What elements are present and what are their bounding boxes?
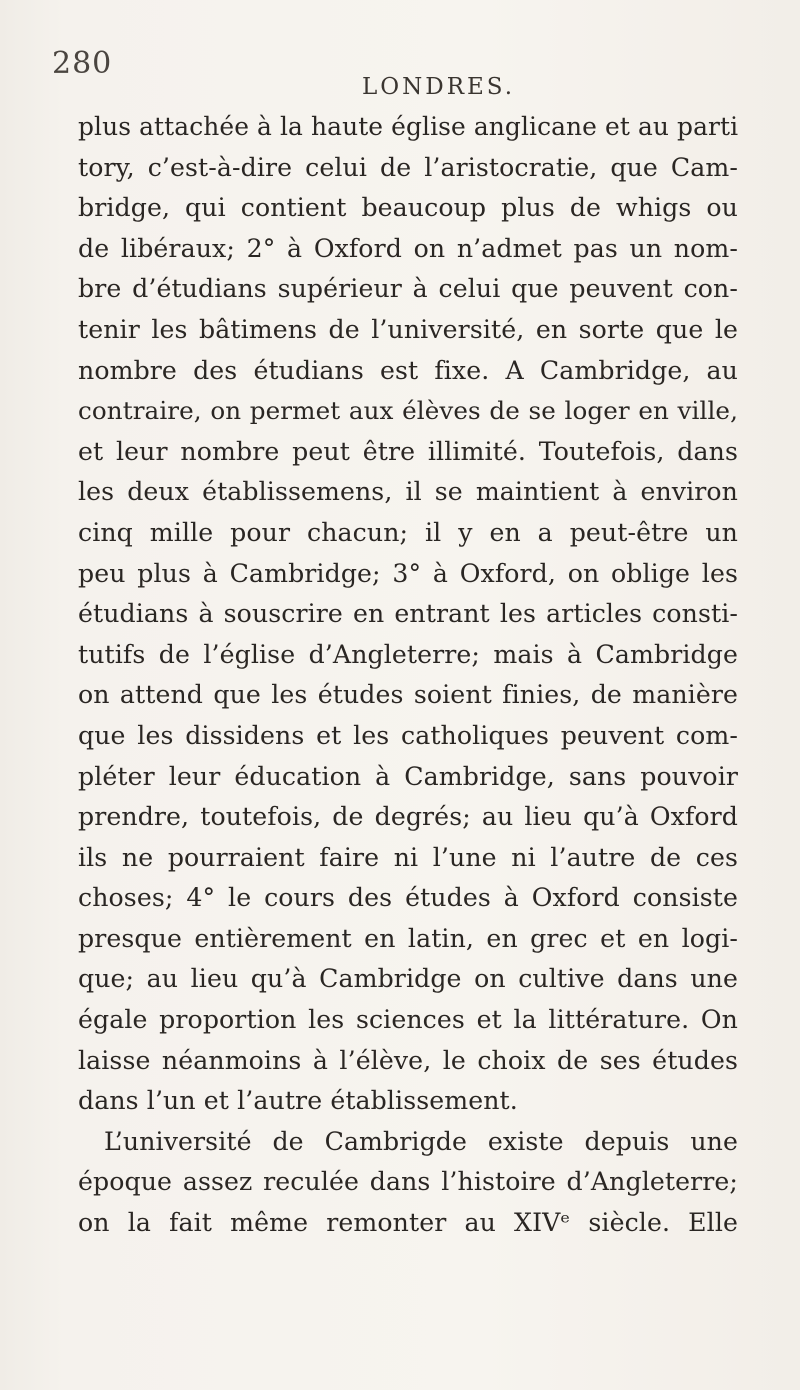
text-line: époque assez reculée dans l’histoire d’Angleterre; [78,1167,738,1197]
text-line: laisse néanmoins à l’élève, le choix de ses études [78,1045,738,1075]
text-line: et leur nombre peut être illimité. Toutefois, dans [78,436,738,466]
text-line: prendre, toutefois, de degrés; au lieu qu’à Oxford [78,802,738,832]
text-line: bridge, qui contient beaucoup plus de whigs ou [78,193,738,223]
running-head: LONDRES. [362,74,516,100]
text-line: que les dissidens et les catholiques peuvent com- [78,720,738,750]
text-line: pléter leur éducation à Cambridge, sans pouvoir [78,761,738,791]
text-line: dans l’un et l’autre établissement. [78,1086,518,1116]
text-line: presque entièrement en latin, en grec et en logi- [78,923,738,953]
text-line: tenir les bâtimens de l’université, en sorte que le [78,314,738,344]
text-line: choses; 4° le cours des études à Oxford consiste [78,883,738,913]
page-number: 280 [52,46,113,81]
text-line: étudians à souscrire en entrant les articles consti- [78,599,738,629]
text-line: L’université de Cambrigde existe depuis une [104,1126,738,1156]
text-line: les deux établissemens, il se maintient à environ [78,477,738,507]
text-line: on la fait même remonter au XIVᵉ siècle. Elle [78,1208,738,1238]
text-line: que; au lieu qu’à Cambridge on cultive dans une [78,964,738,994]
text-line: contraire, on permet aux élèves de se loger en ville, [78,396,738,426]
text-line: tory, c’est-à-dire celui de l’aristocratie, que Cam- [78,152,738,182]
body-text [78,107,738,1244]
text-line: plus attachée à la haute église anglicane et au parti [78,112,739,141]
text-line: de libéraux; 2° à Oxford on n’admet pas un nom- [78,233,738,263]
text-line: ils ne pourraient faire ni l’une ni l’autre de ces [78,842,738,872]
text-line: égale proportion les sciences et la littérature. On [78,1005,738,1035]
text-line: bre d’étudians supérieur à celui que peuvent con- [78,274,738,304]
text-line: peu plus à Cambridge; 3° à Oxford, on oblige les [78,558,738,588]
text-line: on attend que les études soient finies, de manière [78,680,738,710]
text-line: tutifs de l’église d’Angleterre; mais à Cambridge [78,639,738,669]
text-line: nombre des étudians est fixe. A Cambridge, au [78,355,738,385]
text-line: cinq mille pour chacun; il y en a peut-être un [78,517,738,547]
